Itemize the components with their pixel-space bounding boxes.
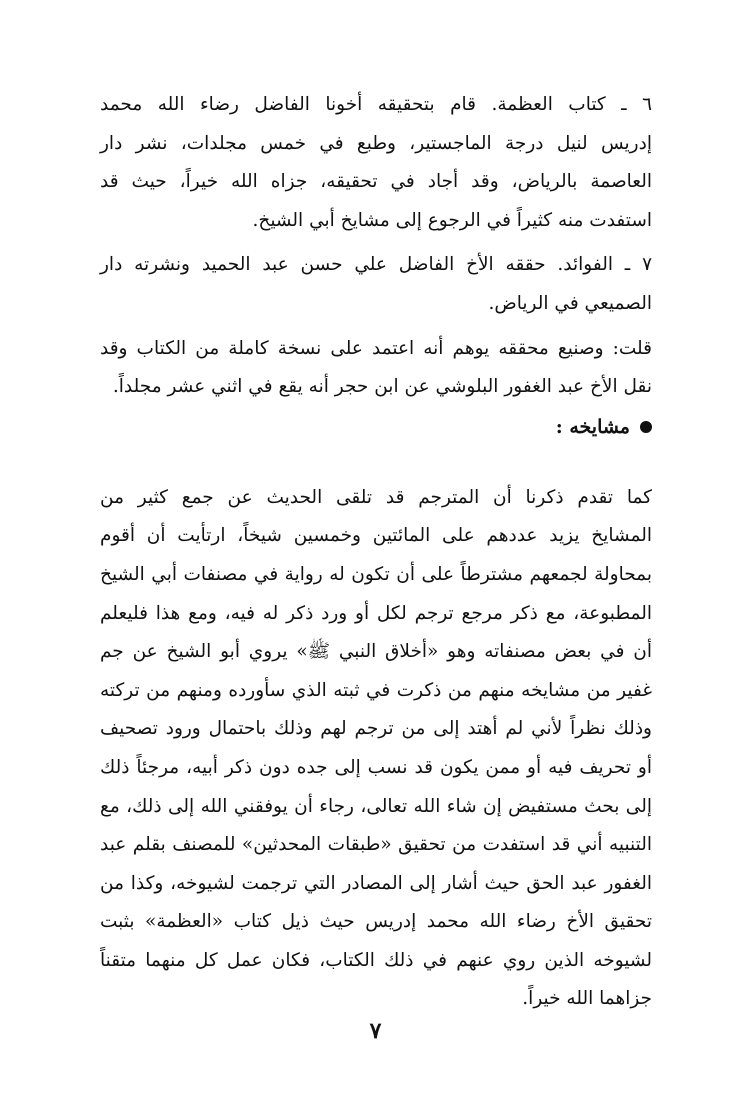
text-line: ٧ ـ الفوائد. حققه الأخ الفاضل علي حسن عبد الحميد ونشرته دار — [100, 254, 652, 276]
text-line: لشيوخه الذين روي عنهم في ذلك الكتاب، فكان عمل كل منهما متقناً — [100, 949, 652, 971]
text-line: كما تقدم ذكرنا أن المترجم قد تلقى الحديث عن جمع كثير من — [100, 486, 652, 508]
text-line: قلت: وصنيع محققه يوهم أنه اعتمد على نسخة كاملة من الكتاب وقد — [100, 337, 652, 359]
text-line: تحقيق الأخ رضاء الله محمد إدريس حيث ذيل كتاب «العظمة» بثبت — [100, 911, 652, 933]
text-line: جزاهما الله خيراً. — [522, 988, 652, 1010]
page-number: ٧ — [369, 1018, 382, 1044]
text-line: العاصمة بالرياض، وقد أجاد في تحقيقه، جزاه الله خيراً، حيث قد — [100, 171, 652, 193]
paragraph-note — [100, 330, 652, 407]
text-line: بمحاولة لجمعهم مشترطاً على أن تكون له رواية في مصنفات أبي الشيخ — [100, 563, 652, 585]
text-line: إلى بحث مستفيض إن شاء الله تعالى، رجاء أن يوفقني الله إلى ذلك، مع — [100, 795, 652, 817]
paragraph-item-6 — [100, 86, 652, 240]
text-line: وذلك نظراً لأني لم أهتد إلى من ترجم لهم وذلك باحتمال ورود تصحيف — [100, 718, 652, 740]
text-line: أو تحريف فيه أو ممن يكون قد نسب إلى جده دون ذكر أبيه، مرجئاً ذلك — [100, 756, 652, 778]
text-line: التنبيه أني قد استفدت من تحقيق «طبقات المحدثين» للمصنف بقلم عبد — [100, 834, 652, 856]
text-line: إدريس لنيل درجة الماجستير، وطبع في خمس مجلدات، نشر دار — [100, 132, 652, 154]
section-heading — [100, 407, 652, 447]
text-line: المطبوعة، مع ذكر مرجع ترجم لكل أو ورد ذكر له فيه، ومع هذا فليعلم — [100, 602, 652, 624]
section-heading-text: مشايخه : — [555, 415, 630, 438]
text-line: الصميعي في الرياض. — [488, 292, 652, 314]
text-line: غفير من مشايخه منهم من ذكرت في ثبته الذي سأورده ومنهم من تركته — [100, 679, 652, 701]
text-line: استفدت منه كثيراً في الرجوع إلى مشايخ أبي الشيخ. — [252, 209, 652, 231]
text-line: أن في بعض مصنفاته وهو «أخلاق النبي ﷺ» يروي أبو الشيخ عن جم — [100, 641, 652, 663]
text-line: الغفور عبد الحق حيث أشار إلى المصادر التي ترجمت لشيوخه، وكذا من — [100, 872, 652, 894]
paragraph-item-7 — [100, 246, 652, 323]
text-line: المشايخ يزيد عددهم على المائتين وخمسين شيخاً، ارتأيت أن أقوم — [100, 525, 652, 547]
text-line: ٦ ـ كتاب العظمة. قام بتحقيقه أخونا الفاضل رضاء الله محمد — [100, 94, 652, 115]
page-body — [100, 86, 652, 1019]
paragraph-main — [100, 479, 652, 1019]
text-line: نقل الأخ عبد الغفور البلوشي عن ابن حجر أنه يقع في اثني عشر مجلداً. — [112, 376, 652, 398]
bullet-icon — [640, 421, 652, 433]
